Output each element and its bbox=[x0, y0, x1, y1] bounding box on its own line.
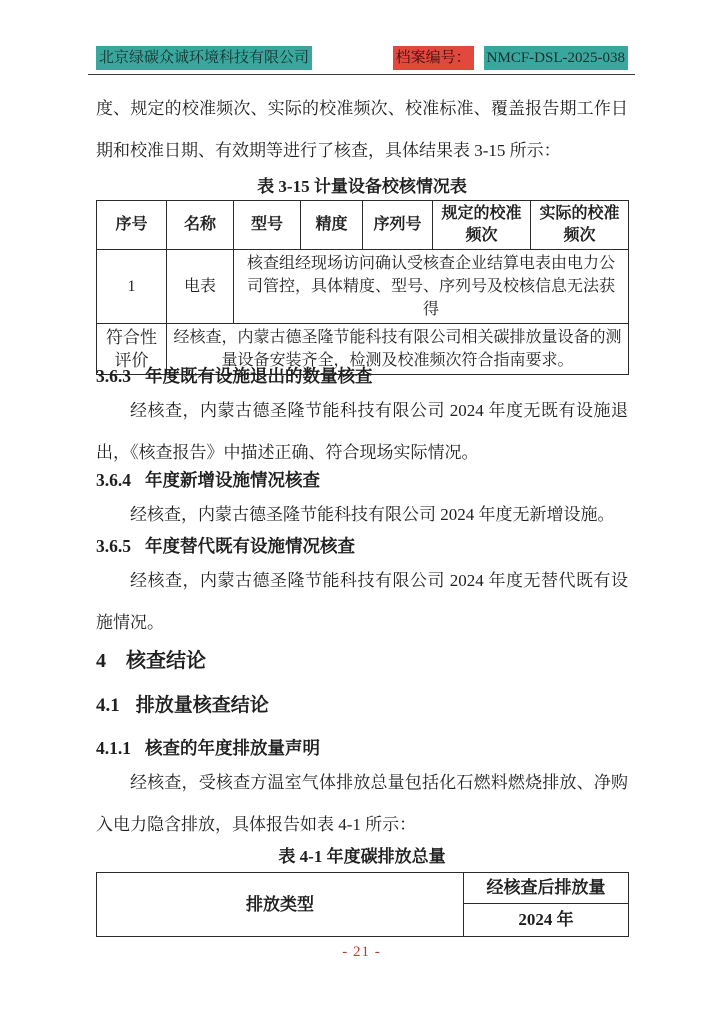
intro-paragraph: 度、规定的校准频次、实际的校准频次、校准标准、覆盖报告期工作日期和校准日期、有效期等进行了核查，具体结果表 3-15 所示： bbox=[96, 99, 628, 160]
compliance-label-cell: 符合性评价 bbox=[97, 324, 167, 375]
meter-name-cell: 电表 bbox=[167, 250, 234, 324]
col-header-model: 型号 bbox=[234, 201, 301, 250]
table-4-1-title: 表 4-1 年度碳排放总量 bbox=[278, 847, 446, 866]
heading-4-title: 核查结论 bbox=[126, 650, 206, 672]
heading-4-1-number: 4.1 bbox=[96, 695, 120, 716]
col-header-actual-freq: 实际的校准频次 bbox=[531, 201, 629, 250]
col-header-required-freq: 规定的校准频次 bbox=[433, 201, 531, 250]
table-3-15-title: 表 3-15 计量设备校核情况表 bbox=[257, 177, 467, 196]
table-3-15 bbox=[96, 200, 629, 375]
heading-3-6-4 bbox=[96, 466, 628, 494]
heading-4-1-1 bbox=[96, 734, 628, 762]
col-header-serial-no: 序列号 bbox=[363, 201, 433, 250]
meter-detail-cell: 核查组经现场访问确认受核查企业结算电表由电力公司管控，具体精度、型号、序列号及校核信息无法获得 bbox=[234, 250, 629, 324]
col-header-name: 名称 bbox=[167, 201, 234, 250]
page-number: - 21 - bbox=[342, 944, 381, 960]
heading-4-1-title: 排放量核查结论 bbox=[135, 695, 269, 716]
archive-number-value: NMCF-DSL-2025-038 bbox=[484, 46, 628, 70]
heading-4 bbox=[96, 646, 628, 676]
emission-type-header-cell: 排放类型 bbox=[97, 873, 464, 937]
heading-4-number: 4 bbox=[96, 650, 106, 672]
heading-4-1-1-number: 4.1.1 bbox=[96, 738, 131, 758]
heading-4-1-1-title: 核查的年度排放量声明 bbox=[145, 738, 320, 758]
heading-3-6-4-number: 3.6.4 bbox=[96, 470, 131, 490]
heading-3-6-3 bbox=[96, 362, 628, 390]
col-header-precision: 精度 bbox=[301, 201, 363, 250]
compliance-detail-cell: 经核查，内蒙古德圣隆节能科技有限公司相关碳排放量设备的测量设备安装齐全，检测及校准频次符合指南要求。 bbox=[167, 324, 629, 375]
archive-number-label: 档案编号： bbox=[393, 46, 474, 70]
table-4-1 bbox=[96, 872, 629, 937]
table-row-meter bbox=[97, 250, 629, 324]
company-name: 北京绿碳众诚环境科技有限公司 bbox=[96, 46, 312, 70]
paragraph-3-6-5: 经核查，内蒙古德圣隆节能科技有限公司 2024 年度无替代既有设施情况。 bbox=[96, 571, 628, 632]
heading-3-6-3-title: 年度既有设施退出的数量核查 bbox=[145, 366, 373, 386]
verified-emission-header-cell: 经核查后排放量 bbox=[464, 873, 629, 904]
paragraph-3-6-4: 经核查，内蒙古德圣隆节能科技有限公司 2024 年度无新增设施。 bbox=[130, 505, 615, 524]
heading-3-6-3-number: 3.6.3 bbox=[96, 366, 131, 386]
heading-3-6-5-number: 3.6.5 bbox=[96, 536, 131, 556]
year-header-cell: 2024 年 bbox=[464, 904, 629, 937]
archive-number-group bbox=[393, 46, 628, 70]
meter-serial-cell: 1 bbox=[97, 250, 167, 324]
heading-4-1 bbox=[96, 691, 628, 720]
paragraph-3-6-3: 经核查，内蒙古德圣隆节能科技有限公司 2024 年度无既有设施退出，《核查报告》中描述正确、符合现场实际情况。 bbox=[96, 401, 628, 462]
col-header-serial: 序号 bbox=[97, 201, 167, 250]
table-3-15-header-row bbox=[97, 201, 629, 250]
heading-3-6-5 bbox=[96, 532, 628, 560]
paragraph-4-1-1: 经核查，受核查方温室气体排放总量包括化石燃料燃烧排放、净购入电力隐含排放，具体报告如表 4-1 所示： bbox=[96, 773, 628, 834]
page-header bbox=[96, 46, 628, 70]
heading-3-6-5-title: 年度替代既有设施情况核查 bbox=[145, 536, 355, 556]
heading-3-6-4-title: 年度新增设施情况核查 bbox=[145, 470, 320, 490]
table-4-1-row-top bbox=[97, 873, 629, 904]
header-rule bbox=[88, 74, 635, 75]
